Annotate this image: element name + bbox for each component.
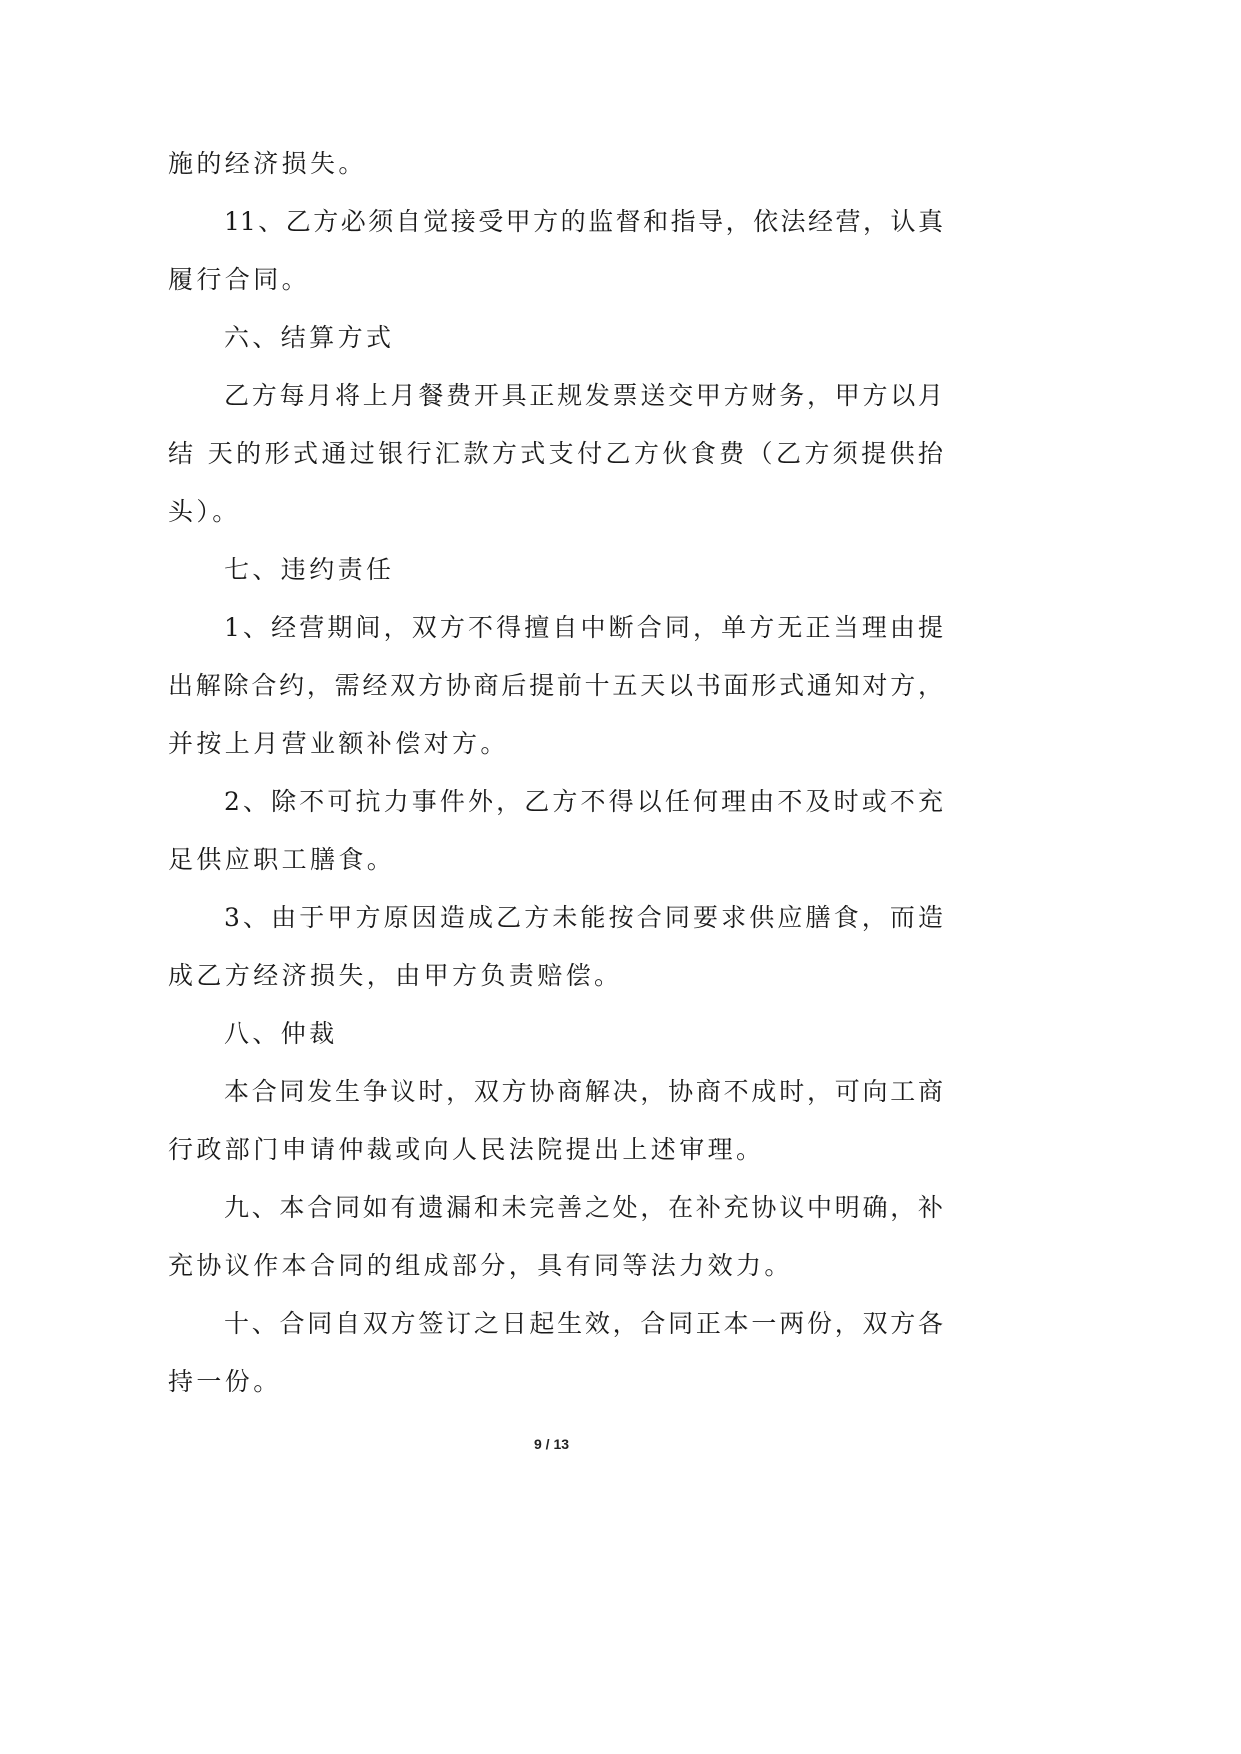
text-line-15: 成乙方经济损失，由甲方负责赔偿。 bbox=[168, 961, 623, 990]
text-line-13: 足供应职工膳食。 bbox=[168, 845, 396, 874]
text-line-18: 行政部门申请仲裁或向人民法院提出上述审理。 bbox=[168, 1135, 765, 1164]
text-line-14: 3、由于甲方原因造成乙方未能按合同要求供应膳食，而造 bbox=[224, 903, 943, 932]
text-line-20: 充协议作本合同的组成部分，具有同等法力效力。 bbox=[168, 1251, 793, 1280]
text-line-12: 2、除不可抗力事件外，乙方不得以任何理由不及时或不充 bbox=[224, 787, 943, 816]
text-line-7: 头）。 bbox=[168, 497, 241, 526]
section-heading-arbitration: 八、仲裁 bbox=[224, 1019, 338, 1048]
page-number: 9 / 13 bbox=[533, 1436, 570, 1452]
text-line-21: 十、合同自双方签订之日起生效，合同正本一两份，双方各 bbox=[224, 1309, 943, 1338]
text-line-3: 履行合同。 bbox=[168, 265, 311, 294]
text-line-9: 1、经营期间，双方不得擅自中断合同，单方无正当理由提 bbox=[224, 613, 943, 642]
text-line-1: 施的经济损失。 bbox=[168, 149, 367, 178]
text-line-2: 11、乙方必须自觉接受甲方的监督和指导，依法经营，认真 bbox=[224, 207, 943, 236]
text-line-17: 本合同发生争议时，双方协商解决，协商不成时，可向工商 bbox=[224, 1077, 943, 1106]
text-line-11: 并按上月营业额补偿对方。 bbox=[168, 729, 509, 758]
text-line-22: 持一份。 bbox=[168, 1367, 282, 1396]
section-heading-settlement: 六、结算方式 bbox=[224, 323, 395, 352]
text-line-6: 结 天的形式通过银行汇款方式支付乙方伙食费（乙方须提供抬 bbox=[168, 439, 943, 468]
text-line-5: 乙方每月将上月餐费开具正规发票送交甲方财务，甲方以月 bbox=[224, 381, 943, 410]
text-line-10: 出解除合约，需经双方协商后提前十五天以书面形式通知对方， bbox=[168, 671, 943, 700]
text-line-19: 九、本合同如有遗漏和未完善之处，在补充协议中明确，补 bbox=[224, 1193, 943, 1222]
section-heading-breach: 七、违约责任 bbox=[224, 555, 395, 584]
